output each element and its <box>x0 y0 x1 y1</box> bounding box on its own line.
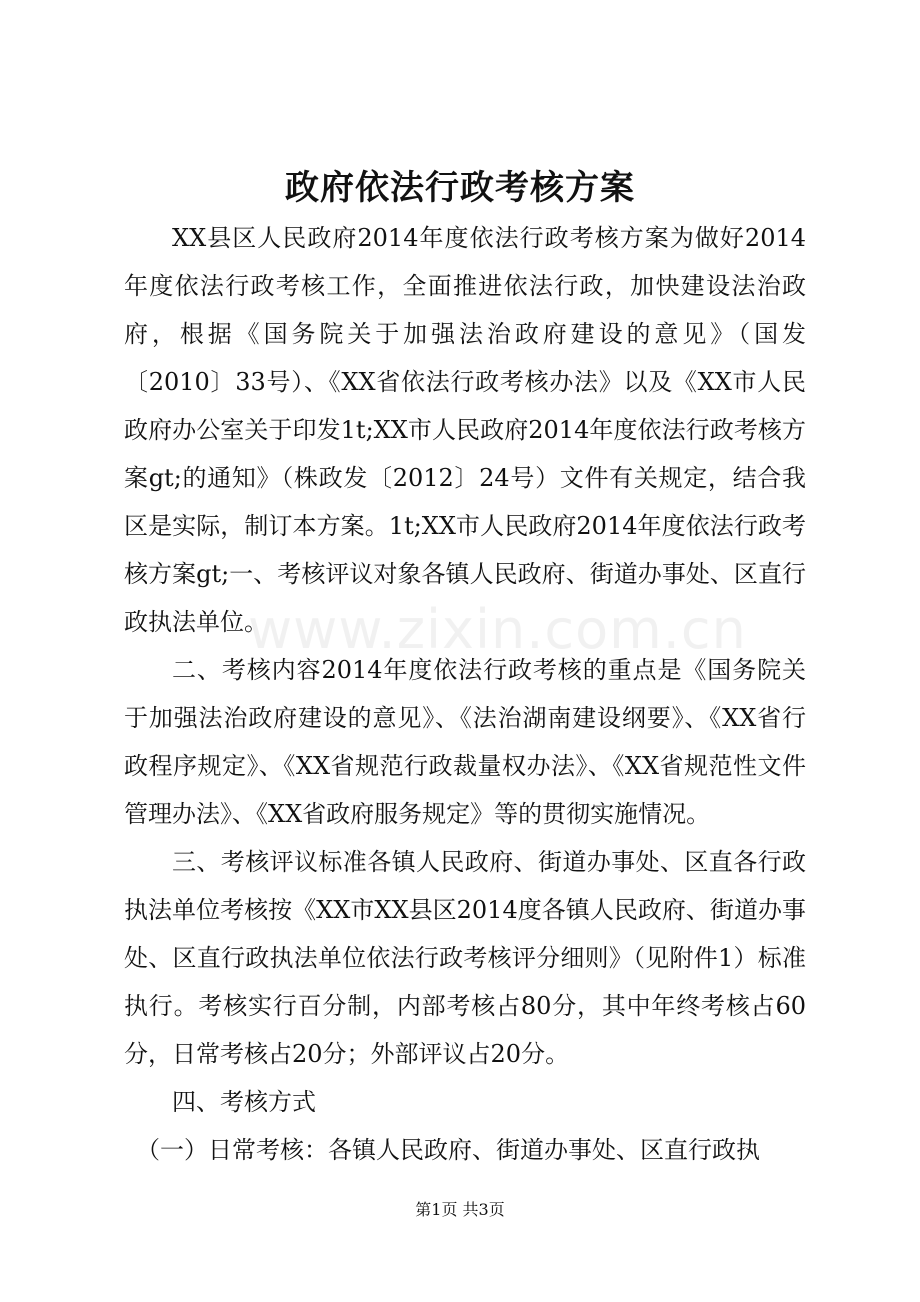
paragraph-content: 二、考核内容2014年度依法行政考核的重点是《国务院关于加强法治政府建设的意见》、《法治湖南建设纲要》、《XX省行政程序规定》、《XX省规范行政裁量权办法》、《XX省规范性文件管理办法》、《XX省政府服务规定》等的贯彻实施情况。 <box>124 656 806 828</box>
document-title: 政府依法行政考核方案 <box>285 168 635 208</box>
paragraph-intro: XX县区人民政府2014年度依法行政考核方案为做好2014年度依法行政考核工作，全面推进依法行政，加快建设法治政府，根据《国务院关于加强法治政府建设的意见》（国发〔2010〕33号）、《XX省依法行政考核办法》以及《XX市人民政府办公室关于印发1t;XX市人民政府2014年度依法行政考核方案gt;的通知》（株政发〔2012〕24号）文件有关规定，结合我区是实际，制订本方案。1t;XX市人民政府2014年度依法行政考核方案gt;一、考核评议对象各镇人民政府、街道办事处、区直行政执法单位。 <box>124 224 806 636</box>
document-body <box>124 214 806 1174</box>
page-footer: 第1页 共3页 <box>415 1200 505 1219</box>
paragraph-standard: 三、考核评议标准各镇人民政府、街道办事处、区直各行政执法单位考核按《XX市XX县区2014度各镇人民政府、街道办事处、区直行政执法单位依法行政考核评分细则》（见附件1）标准执行。考核实行百分制，内部考核占80分，其中年终考核占60分，日常考核占20分；外部评议占20分。 <box>124 848 806 1068</box>
paragraph-daily-assessment: （一）日常考核：各镇人民政府、街道办事处、区直行政执 <box>136 1136 760 1164</box>
watermark-text: www.zixin.com.cn <box>248 598 747 661</box>
paragraph-method-heading: 四、考核方式 <box>172 1088 316 1116</box>
